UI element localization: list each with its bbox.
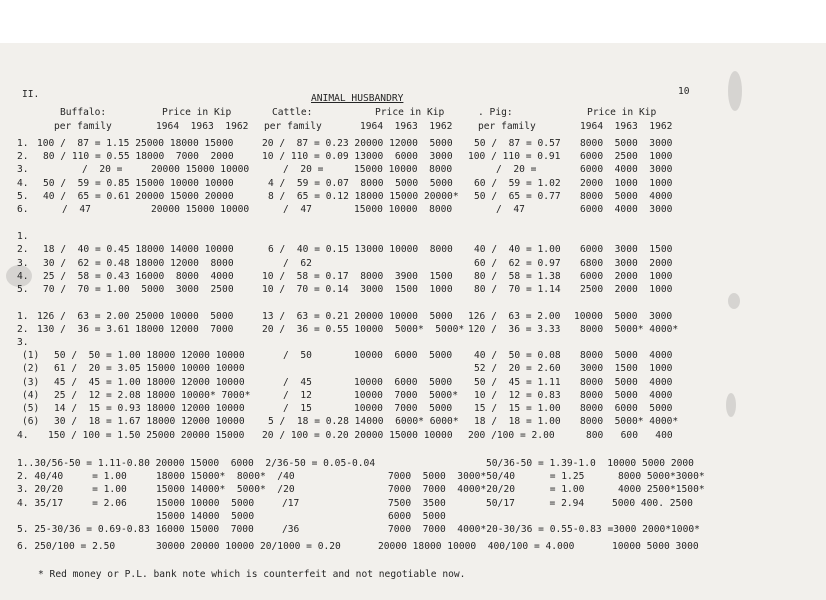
table-cell-text: / 20 =	[496, 164, 537, 175]
table-cell-text: (3)	[22, 377, 40, 388]
table-cell-text: 7500 3500	[388, 498, 446, 509]
table-cell-text: 15000 10000 8000	[354, 164, 453, 175]
table-cell-text: 61 / 20 = 3.05 15000 10000 10000	[54, 363, 245, 374]
table-cell-text: 20000 18000 10000 400/100 = 4.000	[378, 541, 575, 552]
table-cell-text: /17	[282, 498, 300, 509]
table-cell-text: 150 / 100 = 1.50 25000 20000 15000	[48, 430, 245, 441]
table-cell-text: 5.	[17, 284, 29, 295]
table-cell-text: 30 / 62 = 0.48 18000 12000 8000	[43, 258, 234, 269]
table-cell-text: 20000 15000 10000	[151, 204, 250, 215]
table-cell-text: 6000 4000 3000	[580, 204, 673, 215]
table-cell-text: 50 / 65 = 0.77	[474, 191, 561, 202]
table-cell-text: 10000 5000 3000	[574, 311, 673, 322]
table-cell-text: 10000 7000 5000	[354, 403, 453, 414]
table-cell-text: 6000 3000 1500	[580, 244, 673, 255]
table-cell-text: 10 / 70 = 0.14 3000 1500 1000	[262, 284, 453, 295]
table-cell-text: 25 / 58 = 0.43 16000 8000 4000	[43, 271, 234, 282]
table-cell-text: 7000 7000 4000*20-30/36 = 0.55-0.83 =3000 2000*1000*	[388, 524, 700, 535]
table-cell-text: 13 / 63 = 0.21 20000 10000 5000	[262, 311, 453, 322]
table-cell-text: 52 / 20 = 2.60	[474, 363, 561, 374]
table-cell-text: 30000 20000 10000 20/1000 = 0.20	[156, 541, 341, 552]
table-cell-text: (2)	[22, 363, 40, 374]
table-cell-text: / 15	[283, 403, 312, 414]
table-cell-text: (6)	[22, 416, 40, 427]
table-cell-text: /36	[282, 524, 300, 535]
table-cell-text: 45 / 45 = 1.00 18000 12000 10000	[54, 377, 245, 388]
table-cell-text: 6.	[17, 204, 29, 215]
table-cell-text: 10000 5000 3000	[612, 541, 699, 552]
table-cell-text: 8000 5000*3000*	[618, 471, 705, 482]
table-cell-text: 40 / 50 = 0.08	[474, 350, 561, 361]
table-cell-text: 10 / 58 = 0.17 8000 3900 1500	[262, 271, 453, 282]
table-cell-text: / 47	[283, 204, 312, 215]
table-cell-text: / 62	[283, 258, 312, 269]
table-cell-text: 800 600 400	[586, 430, 673, 441]
table-cell-text: 15000 10000 5000	[156, 498, 255, 509]
table-cell-text: 6. 250/100 = 2.50	[17, 541, 116, 552]
table-cell-text: / 50	[283, 350, 312, 361]
table-cell-text: per family	[478, 121, 536, 132]
table-cell-text: 1964 1963 1962	[360, 121, 453, 132]
table-cell-text: 8000 6000 5000	[580, 403, 673, 414]
table-cell-text: 15000 10000 8000	[354, 204, 453, 215]
table-cell-text: 3.	[17, 337, 29, 348]
page-title: ANIMAL HUSBANDRY	[311, 93, 404, 104]
table-cell-text: . Pig:	[478, 107, 513, 118]
table-cell-text: / 47	[496, 204, 525, 215]
table-cell-text: 40 / 40 = 1.00	[474, 244, 561, 255]
table-cell-text: 2000 1000 1000	[580, 178, 673, 189]
table-cell-text: 10000 6000 5000	[354, 377, 453, 388]
ink-smudge	[728, 71, 742, 111]
table-cell-text: 60 / 59 = 1.02	[474, 178, 561, 189]
table-cell-text: 20000 15000 10000	[151, 164, 250, 175]
table-cell-text: 40 / 65 = 0.61 20000 15000 20000	[43, 191, 234, 202]
table-cell-text: 1964 1963 1962	[580, 121, 673, 132]
table-cell-text: 2.	[17, 151, 29, 162]
table-cell-text: 5.	[17, 191, 29, 202]
table-cell-text: 4.	[17, 178, 29, 189]
table-cell-text: 1..30/56-50 = 1.11-0.80 20000 15000 6000 2/36-50 = 0.05-0.04	[17, 458, 376, 469]
table-cell-text: 60 / 62 = 0.97	[474, 258, 561, 269]
table-cell-text: / 20 =	[283, 164, 324, 175]
table-cell-text: 6 / 40 = 0.15 13000 10000 8000	[268, 244, 453, 255]
table-cell-text: 3000 1500 1000	[580, 363, 673, 374]
table-cell-text: 14 / 15 = 0.93 18000 12000 10000	[54, 403, 245, 414]
table-cell-text: 2.	[17, 244, 29, 255]
table-cell-text: 5 / 18 = 0.28 14000 6000* 6000*	[268, 416, 459, 427]
table-cell-text: 6000 2500 1000	[580, 151, 673, 162]
table-cell-text: 18 / 18 = 1.00	[474, 416, 561, 427]
table-cell-text: (1)	[22, 350, 40, 361]
table-cell-text: 8000 5000 4000	[580, 377, 673, 388]
table-cell-text: 8000 5000 4000	[580, 191, 673, 202]
table-cell-text: 2.	[17, 324, 29, 335]
table-cell-text: 126 / 63 = 2.00	[468, 311, 561, 322]
table-cell-text: 10000 6000 5000	[354, 350, 453, 361]
table-cell-text: 50 / 45 = 1.11	[474, 377, 561, 388]
table-cell-text: / 20 =	[82, 164, 123, 175]
table-cell-text: per family	[264, 121, 322, 132]
table-cell-text: per family	[54, 121, 112, 132]
table-cell-text: / 47	[62, 204, 91, 215]
table-cell-text: 15000 14000 5000	[156, 511, 255, 522]
table-cell-text: 20 / 87 = 0.23 20000 12000 5000	[262, 138, 453, 149]
table-cell-text: 15 / 15 = 1.00	[474, 403, 561, 414]
table-cell-text: 70 / 70 = 1.00 5000 3000 2500	[43, 284, 234, 295]
table-cell-text: 50/36-50 = 1.39-1.0 10000 5000 2000	[486, 458, 694, 469]
table-cell-text: 18 / 40 = 0.45 18000 14000 10000	[43, 244, 234, 255]
table-cell-text: 4.	[17, 271, 29, 282]
table-cell-text: (4)	[22, 390, 40, 401]
table-cell-text: 7000 5000 3000*50/40 = 1.25	[388, 471, 585, 482]
table-cell-text: 6000 2000 1000	[580, 271, 673, 282]
table-cell-text: 3. 20/20 = 1.00	[17, 484, 127, 495]
table-cell-text: 20 / 36 = 0.55 10000 5000* 5000*	[262, 324, 465, 335]
table-cell-text: 3.	[17, 258, 29, 269]
table-cell-text: 50 / 87 = 0.57	[474, 138, 561, 149]
table-cell-text: 120 / 36 = 3.33	[468, 324, 561, 335]
table-cell-text: 5. 25-30/36 = 0.69-0.83 16000 15000 7000	[17, 524, 254, 535]
table-cell-text: 130 / 36 = 3.61 18000 12000 7000	[37, 324, 234, 335]
table-cell-text: 50 / 50 = 1.00 18000 12000 10000	[54, 350, 245, 361]
footnote: * Red money or P.L. bank note which is counterfeit and not negotiable now.	[38, 569, 466, 580]
table-cell-text: 30 / 18 = 1.67 18000 12000 10000	[54, 416, 245, 427]
table-cell-text: 5000 400. 2500	[612, 498, 693, 509]
table-cell-text: 25 / 12 = 2.08 18000 10000* 7000*	[54, 390, 251, 401]
table-cell-text: (5)	[22, 403, 40, 414]
table-cell-text: Price in Kip	[587, 107, 657, 118]
table-cell-text: 7000 7000 4000*20/20 = 1.00	[388, 484, 585, 495]
table-cell-text: 10 / 12 = 0.83	[474, 390, 561, 401]
table-cell-text: 1.	[17, 138, 29, 149]
table-cell-text: 1964 1963 1962	[156, 121, 249, 132]
table-cell-text: 20 / 100 = 0.20 20000 15000 10000	[262, 430, 453, 441]
table-cell-text: 4 / 59 = 0.07 8000 5000 5000	[268, 178, 453, 189]
table-cell-text: 15000 14000* 5000* /20	[156, 484, 295, 495]
table-cell-text: 8000 5000* 4000*	[580, 416, 679, 427]
table-cell-text: Price in Kip	[162, 107, 232, 118]
table-cell-text: 100 / 110 = 0.91	[468, 151, 561, 162]
table-cell-text: 126 / 63 = 2.00 25000 10000 5000	[37, 311, 234, 322]
table-cell-text: 8 / 65 = 0.12 18000 15000 20000*	[268, 191, 459, 202]
table-cell-text: 6000 5000	[388, 511, 446, 522]
table-cell-text: 10 / 110 = 0.09 13000 6000 3000	[262, 151, 453, 162]
ink-smudge	[726, 393, 736, 417]
table-cell-text: Buffalo:	[60, 107, 107, 118]
table-cell-text: 2. 40/40 = 1.00	[17, 471, 127, 482]
table-cell-text: 4.	[17, 430, 29, 441]
table-cell-text: 8000 5000 4000	[580, 350, 673, 361]
table-cell-text: 1.	[17, 231, 29, 242]
table-cell-text: 1.	[17, 311, 29, 322]
table-cell-text: 80 / 110 = 0.55 18000 7000 2000	[43, 151, 234, 162]
table-cell-text: 80 / 70 = 1.14	[474, 284, 561, 295]
table-cell-text: 10000 7000 5000*	[354, 390, 458, 401]
table-cell-text: 8000 5000* 4000*	[580, 324, 679, 335]
table-cell-text: 18000 15000* 8000* /40	[156, 471, 295, 482]
table-cell-text: 50/17 = 2.94	[486, 498, 585, 509]
table-cell-text: 6000 4000 3000	[580, 164, 673, 175]
table-cell-text: / 45	[283, 377, 312, 388]
table-cell-text: 4000 2500*1500*	[618, 484, 705, 495]
table-cell-text: 4. 35/17 = 2.06	[17, 498, 127, 509]
table-cell-text: Cattle:	[272, 107, 313, 118]
table-cell-text: / 12	[283, 390, 312, 401]
table-cell-text: 80 / 58 = 1.38	[474, 271, 561, 282]
table-cell-text: 100 / 87 = 1.15 25000 18000 15000	[37, 138, 234, 149]
table-cell-text: 8000 5000 4000	[580, 390, 673, 401]
table-cell-text: 2500 2000 1000	[580, 284, 673, 295]
table-cell-text: 8000 5000 3000	[580, 138, 673, 149]
table-cell-text: 3.	[17, 164, 29, 175]
section-number: II.	[22, 89, 40, 100]
table-cell-text: 50 / 59 = 0.85 15000 10000 10000	[43, 178, 234, 189]
table-cell-text: 6800 3000 2000	[580, 258, 673, 269]
ink-smudge	[728, 293, 740, 309]
table-cell-text: Price in Kip	[375, 107, 445, 118]
page-number: 10	[678, 86, 690, 97]
table-cell-text: 200 /100 = 2.00	[468, 430, 555, 441]
